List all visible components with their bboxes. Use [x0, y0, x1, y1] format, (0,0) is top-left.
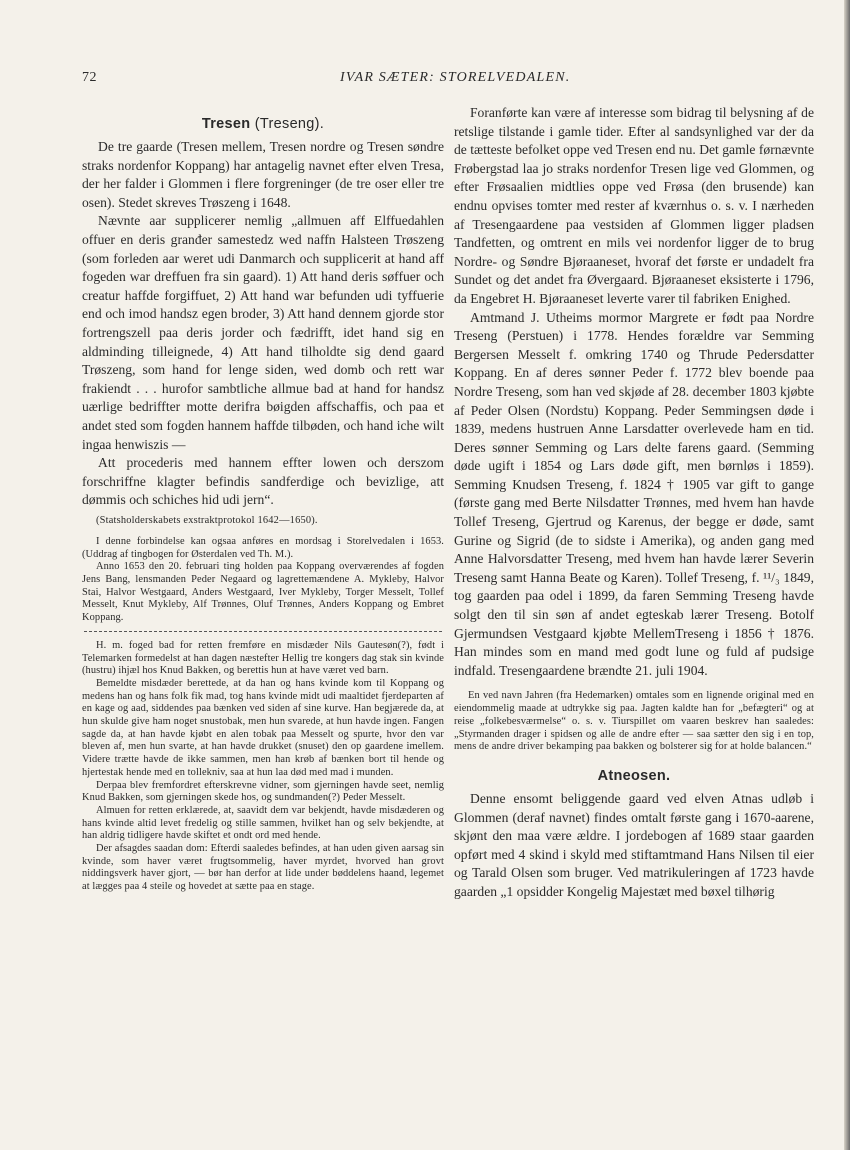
right-column — [454, 104, 814, 901]
paragraph: De tre gaarde (Tresen mellem, Tresen nordre og Tresen søndre straks nordenfor Koppang) har antagelig navnet efter elven Tresa, der her falder i Glommen i flere forgreninger (de tre oser eller tre osen). Stedet skreves Trøszeng i 1648. — [82, 139, 444, 210]
footnote-paragraph: En ved navn Jahren (fra Hedemarken) omtales som en lignende original med en eiendommelig maade at udtrykke sig paa. Jagten kaldte han for „befægteri“ og at reise „folkebesværmelse“ o. s. v. Tiurspillet om vaaren beskrev han saaledes: „Styrmanden drager i spidsen og alle de andre efter — saa sætter den sig i en top, mens de andre driver bekamping paa bakken og bolsterer sig for at holde balancen.“ — [454, 690, 814, 753]
page-header — [82, 70, 822, 92]
left-column — [82, 104, 444, 894]
footnote-paragraph: Anno 1653 den 20. februari ting holden paa Koppang overværendes af fogden Jens Bang, lensmanden Peder Negaard og lagrettemændene A. Mykleby, Halvor Stai, Halvor Westgaard, Anders Westgaard, Iver Mykleby, Torger Messelt, Tollef Messelt, Knut Mykleby, Alf Trønnes, Oluf Trønnes, Anders Koppang og Embret Koppang. — [82, 561, 444, 624]
footnote-paragraph: H. m. foged bad for retten fremføre en misdæder Nils Gautesøn(?), født i Telemarken formedelst at han dagen næstefter Hellig tre kongers dag stak sin kvinde (hustru) ihjæl hos Knud Bakken, og berettis hun at have været ved barn. — [82, 639, 444, 677]
section-title-tresen — [82, 116, 444, 132]
paragraph: Amtmand J. Utheims mormor Margrete er født paa Nordre Treseng (Perstuen) i 1778. Hendes forældre var Semming Bergersen Messelt f. omkring 1740 og Thrude Pedersdatter Koppang. En af deres sønner Peder f. 1772 blev boende paa Nordre Treseng, som han ved skjøde af 28. december 1803 kjøbte af Peder Olsen (Nordstu) Koppang. Peder Semmingsen døde i 1839, medens hustruen Anne Larsdatter overlevede ham en tid. Deres sønner Semming og Lars delte farens gaard. (Semming døde ugift i 1854 og Lars døde gift, men børnløs i 1859). Semming Knudsen Treseng, f. 1824 † 1905 var gift to gange (første gang med Berte Nilsdatter Trønnes, med hvem han havde Tollef Treseng, Gjertrud og Karenus, der begge er døde, samt Gurine og Sigrid (de to sidste i Amerika), og anden gang med Anne Halvorsdatter Treseng, med hvem han havde lærer Severin Treseng samt Hanna Beate og Karen). Tollef Treseng, f. ¹¹/₃ 1849, tog gaarden paa odel i 1899, da faren Semming Treseng havde solgt den til sin søn af andet egteskab lærer Treseng. Botolf Gjermundsen Vestgaard kjøbte MellemTreseng i 1856 † 1876. Han mindes som en mand med godt lune og fuld af pudsige indfald. Tresengaardene brændte 21. juli 1904. — [454, 309, 814, 678]
footnote-paragraph: Derpaa blev fremfordret efterskrevne vidner, som gjerningen havde seet, nemlig Knud Bakken, som gjerningen skede hos, og sundmanden(?) Peder Messelt. — [82, 779, 444, 804]
footnote-paragraph: Bemeldte misdæder berettede, at da han og hans kvinde kom til Koppang og medens han og hans folk fik mad, tog hans kvinde midt udi maaltidet fjerdeparten af en kage og aad, siddendes paa bænken ved siden af sine kurve. Han begjærede da, at hun skulde give ham noget snustobak, men hun svarede, at hun havde ingen. Fangen sagde da, at han havde kjøbt en alen tobak paa Messelt og spurte, hvor den var bleven af, men hun svarte, at han havde drukket (snuset) den op gaardene imellem. Videre trætte havde de ikke sammen, men han krøb af bænken bort til hende og hjertestak hende med en tollekniv, saa at hun laa død med mad i munden. — [82, 677, 444, 778]
section-title-alt: (Treseng). — [254, 116, 325, 132]
footnote-paragraph: Almuen for retten erklærede, at, saavidt dem var bekjendt, havde misdæderen og hans kvinde altid levet fredelig og stille sammen, hvilket han og selv bekjendte, at han aldrig tidligere havde skiftet et ondt ord med hende. — [82, 804, 444, 842]
page-number: 72 — [82, 70, 97, 85]
footnote-paragraph: Der afsagdes saadan dom: Efterdi saaledes befindes, at han uden given aarsag sin kvinde, som haver været frugtsommelig, haver myrdet, hvorved han grovt niddingsverk haver gjort, — bør han derfor at lide under bøddelens haand, legemet at lægges paa 4 steile og hovedet at sætte paa en stage. — [82, 843, 444, 893]
paragraph: Foranførte kan være af interesse som bidrag til belysning af de retslige tilstande i gamle tider. Efter al sandsynlighed var der da de tætteste befolket oppe ved Tresen end nu. Det gamle førnævnte Frøbergstad laa jo straks nordenfor Tresen lige ved Glommen, og efter Frøsaalien midtlies oppe ved Frøsa (den brusende) kan endnu opvises tomter med rester af kværnhus o. s. v. I nærheden af Tresengaardene paa vestsiden af Glommen ligger pladsen Tandfetten, og omtrent en mils vei nordenfor ligger de to brug Nordre- og Søndre Bjøraaneset, hvoraf det første er undadelt fra Sundet og det andet fra Øvergaard. Bjøraaneset eksisterte i 1796, da Engebret H. Bjøraaneset leverte varer til fabriken Enighed. — [454, 105, 814, 306]
section-title-text: Tresen — [201, 116, 251, 132]
footnote-paragraph: I denne forbindelse kan ogsaa anføres en mordsag i Storelvedalen i 1653. (Uddrag af tingbogen for Østerdalen ved Th. M.). — [82, 535, 444, 560]
running-title: IVAR SÆTER: STORELVEDALEN. — [340, 70, 571, 85]
section-title-atneosen: Atneosen. — [597, 767, 671, 784]
paragraph: Nævnte aar supplicerer nemlig „allmuen aff Elffuedahlen offuer en deris granđer samestedz wed naffn Halsteen Trøszeng (som forleden aar weret udi Danmarch och supplicerit at hand aff fogeden war dreffuen fra sin gaard). 1) Att hand deris søffuer och creatur haffde forgiffuet, 2) Att hand war befunden udi tyffuerie end och imod handsz egen broder, 3) Att hand dennem gjorde stor fortrengszell paa deris jorder och fædrifft, idet hand sig en aldminding tilleignede, 4) Att hand tilholdte sig dend gaard Trøszeng, som hand for lenge siden, wed domb och rett war frakiendt . . . hurofor sambtliche allmue bad at hand for handsz uærlige bedriffter motte derifra bøigden affschaffis, och paa et andet sted som fogden hannem haffde tilbøden, och hand iche wilt ingaa henwiszis — — [82, 213, 444, 452]
source-citation: (Statsholderskabets exstraktprotokol 1642—1650). — [96, 514, 318, 526]
page-edge-shadow — [844, 0, 850, 1150]
dashed-divider — [84, 631, 442, 632]
paragraph: Denne ensomt beliggende gaard ved elven Atnas udløb i Glommen (deraf navnet) findes omtalt første gang i 1670-aarene, skjønt den maa være ældre. I jordebogen af 1689 staar gaarden opført med 4 skind i skyld med stiftamtmand Hans Nilsen til eier og Tarald Olsen som bruger. Ved matrikuleringen af 1723 havde gaarden „1 opsidder Kongelig Majestæt med bøxel tilhørig — [454, 790, 814, 899]
paragraph: Att procederis med hannem effter lowen och derszom forschriffne klagter befindis sandferdige och bevizlige, att dømmis och schiches hid udi jern“. — [82, 455, 444, 508]
